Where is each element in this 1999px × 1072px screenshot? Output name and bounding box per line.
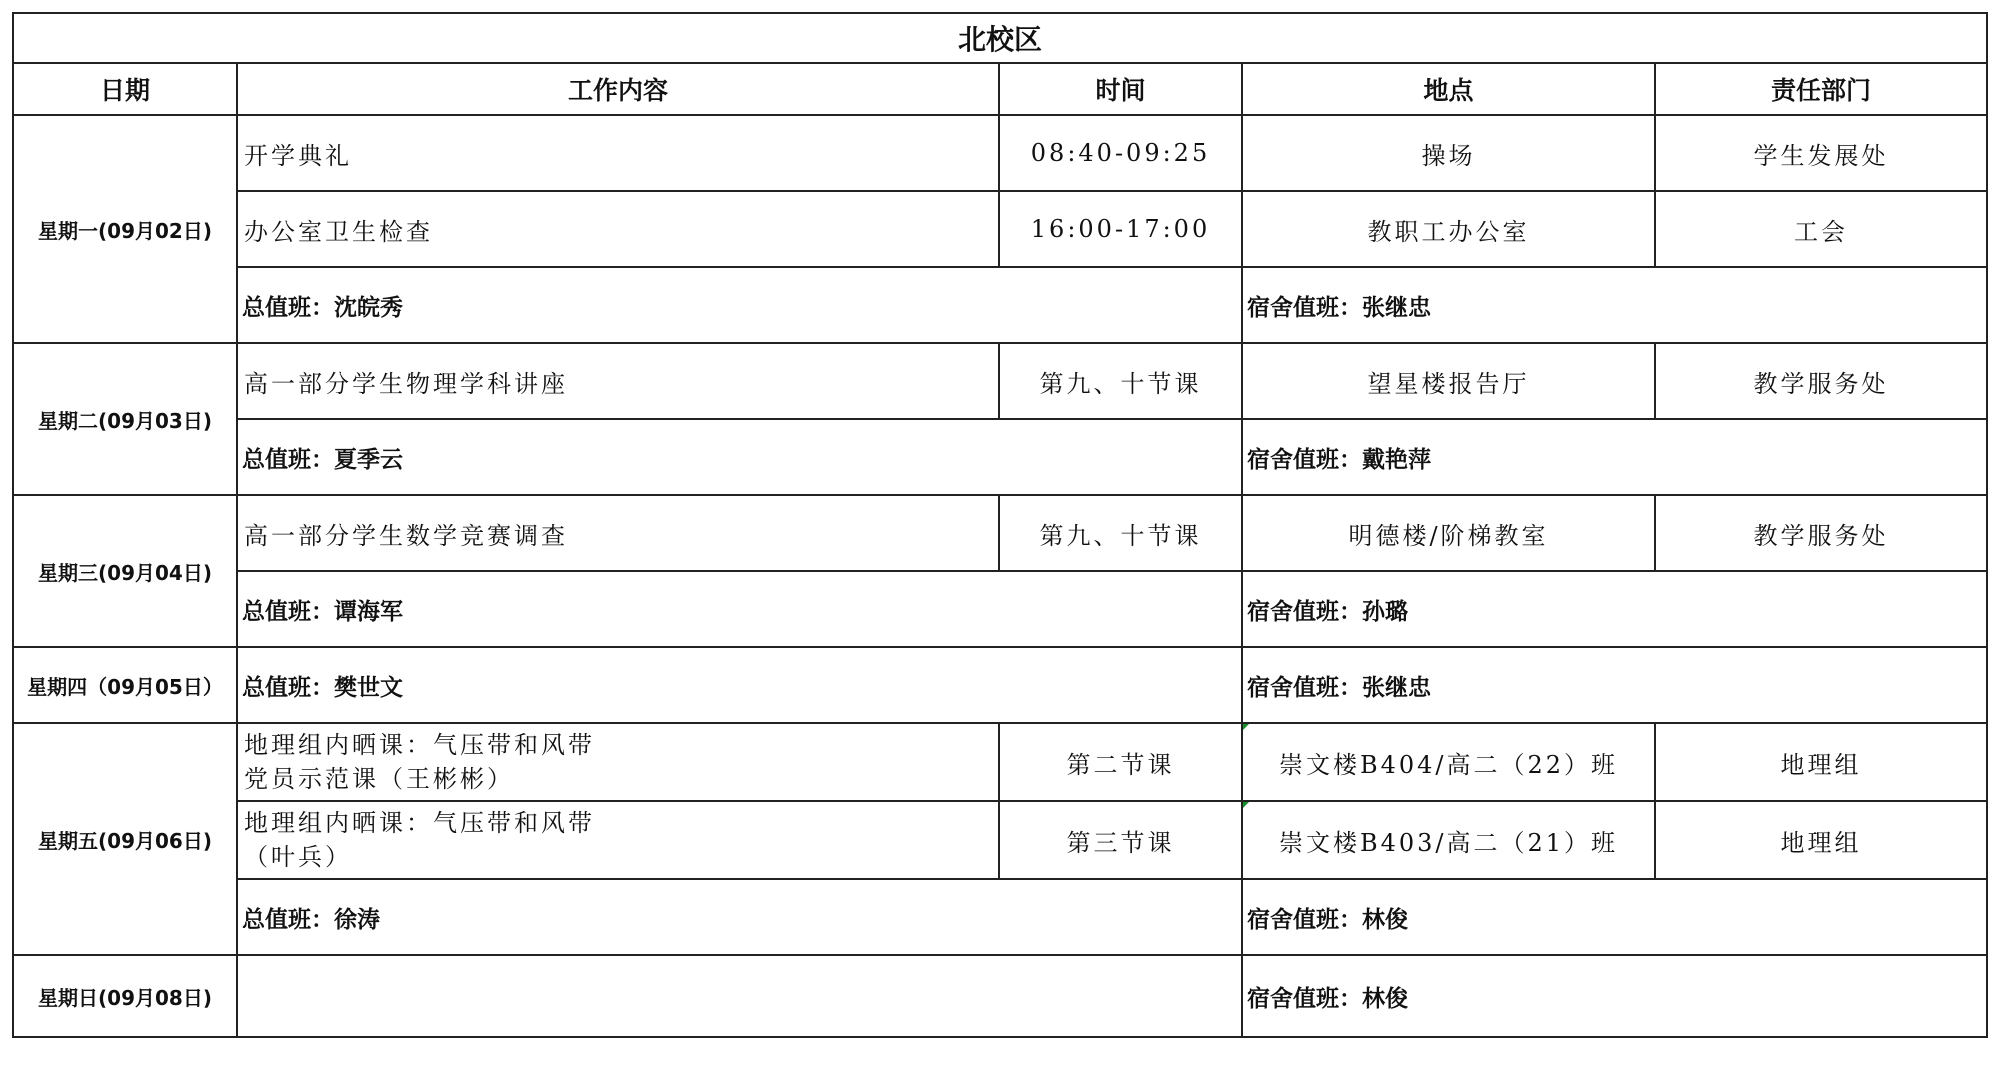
general-duty-cell: 总值班：沈皖秀	[237, 267, 1242, 343]
table-row	[13, 723, 1987, 801]
general-duty-cell: 总值班：谭海军	[237, 571, 1242, 647]
duty-row	[13, 955, 1987, 1037]
dorm-duty-cell: 宿舍值班：张继忠	[1242, 267, 1987, 343]
place-cell: 崇文楼B404/高二（22）班	[1242, 723, 1655, 801]
sheet-title: 北校区	[13, 13, 1987, 63]
time-cell: 第九、十节课	[999, 343, 1242, 419]
dept-cell: 教学服务处	[1655, 343, 1987, 419]
header-date: 日期	[13, 63, 237, 115]
work-content-line: 地理组内晒课：气压带和风带	[244, 731, 595, 759]
date-cell-sunday: 星期日(09月08日)	[13, 955, 237, 1037]
general-duty-cell: 总值班：夏季云	[237, 419, 1242, 495]
time-cell: 08:40-09:25	[999, 115, 1242, 191]
work-content-cell	[237, 723, 999, 801]
duty-row	[13, 267, 1987, 343]
work-content-cell: 办公室卫生检查	[237, 191, 999, 267]
duty-row	[13, 419, 1987, 495]
header-content: 工作内容	[237, 63, 999, 115]
table-row	[13, 115, 1987, 191]
work-content-cell	[237, 801, 999, 879]
schedule-sheet	[12, 12, 1988, 1038]
work-content-line: 党员示范课（王彬彬）	[244, 765, 514, 793]
date-cell-monday: 星期一(09月02日)	[13, 115, 237, 343]
table-row	[13, 495, 1987, 571]
dorm-duty-cell: 宿舍值班：林俊	[1242, 879, 1987, 955]
place-cell: 操场	[1242, 115, 1655, 191]
dorm-duty-cell: 宿舍值班：孙璐	[1242, 571, 1987, 647]
dorm-duty-cell: 宿舍值班：林俊	[1242, 955, 1987, 1037]
duty-row	[13, 647, 1987, 723]
table-row	[13, 191, 1987, 267]
date-cell-tuesday: 星期二(09月03日)	[13, 343, 237, 495]
work-content-line: 地理组内晒课：气压带和风带	[244, 809, 595, 837]
duty-row	[13, 571, 1987, 647]
dorm-duty-cell: 宿舍值班：张继忠	[1242, 647, 1987, 723]
date-cell-thursday: 星期四（09月05日）	[13, 647, 237, 723]
place-cell: 崇文楼B403/高二（21）班	[1242, 801, 1655, 879]
place-cell: 明德楼/阶梯教室	[1242, 495, 1655, 571]
table-row	[13, 801, 1987, 879]
time-cell: 16:00-17:00	[999, 191, 1242, 267]
time-cell: 第三节课	[999, 801, 1242, 879]
general-duty-cell	[237, 955, 1242, 1037]
table-row	[13, 343, 1987, 419]
work-content-cell: 高一部分学生物理学科讲座	[237, 343, 999, 419]
duty-row	[13, 879, 1987, 955]
header-row	[13, 63, 1987, 115]
date-cell-friday: 星期五(09月06日)	[13, 723, 237, 955]
place-cell: 望星楼报告厅	[1242, 343, 1655, 419]
schedule-table	[12, 12, 1988, 1038]
dept-cell: 地理组	[1655, 801, 1987, 879]
work-content-line: （叶兵）	[244, 843, 352, 871]
time-cell: 第九、十节课	[999, 495, 1242, 571]
header-place: 地点	[1242, 63, 1655, 115]
dept-cell: 教学服务处	[1655, 495, 1987, 571]
dept-cell: 地理组	[1655, 723, 1987, 801]
work-content-cell: 高一部分学生数学竞赛调查	[237, 495, 999, 571]
date-cell-wednesday: 星期三(09月04日)	[13, 495, 237, 647]
header-time: 时间	[999, 63, 1242, 115]
general-duty-cell: 总值班：徐涛	[237, 879, 1242, 955]
dorm-duty-cell: 宿舍值班：戴艳萍	[1242, 419, 1987, 495]
place-cell: 教职工办公室	[1242, 191, 1655, 267]
general-duty-cell: 总值班：樊世文	[237, 647, 1242, 723]
dept-cell: 工会	[1655, 191, 1987, 267]
header-dept: 责任部门	[1655, 63, 1987, 115]
dept-cell: 学生发展处	[1655, 115, 1987, 191]
time-cell: 第二节课	[999, 723, 1242, 801]
title-row	[13, 13, 1987, 63]
work-content-cell: 开学典礼	[237, 115, 999, 191]
